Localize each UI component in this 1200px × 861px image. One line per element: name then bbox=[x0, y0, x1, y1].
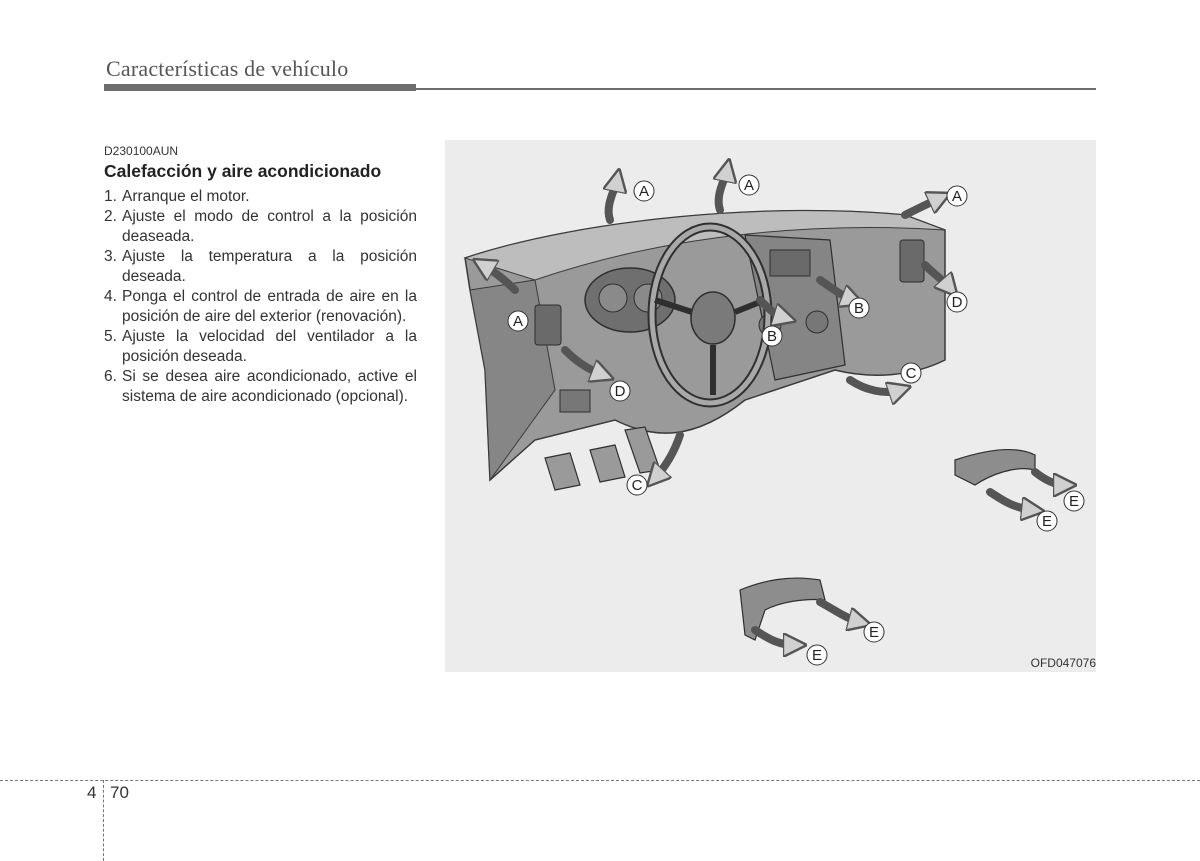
step-item bbox=[104, 247, 417, 287]
chapter-number: 4 bbox=[87, 783, 97, 802]
label-a2: A bbox=[743, 177, 755, 194]
section-code: D230100AUN bbox=[104, 144, 179, 158]
page-number: 70 bbox=[110, 783, 129, 802]
label-a4: A bbox=[512, 313, 524, 330]
footer-dashed-rule bbox=[0, 780, 1200, 781]
label-b2: B bbox=[766, 328, 778, 345]
footer-vertical-rule bbox=[103, 780, 104, 861]
dashboard-vents-illustration bbox=[445, 140, 1096, 672]
figure-code: OFD047076 bbox=[1030, 656, 1096, 670]
label-e2: E bbox=[1041, 513, 1053, 530]
label-e1: E bbox=[1068, 493, 1080, 510]
pedal-accelerator bbox=[625, 427, 660, 473]
step-number: 4. bbox=[104, 288, 117, 305]
step-number: 6. bbox=[104, 368, 117, 385]
label-d1: D bbox=[951, 294, 963, 311]
header-rule-thin bbox=[416, 88, 1096, 90]
step-text: Si se desea aire acondicionado, active el sistema de aire acondicionado (opcional). bbox=[122, 368, 417, 405]
step-number: 5. bbox=[104, 328, 117, 345]
label-a3: A bbox=[951, 188, 963, 205]
label-e3: E bbox=[868, 624, 880, 641]
step-number: 3. bbox=[104, 248, 117, 265]
pedal-brake bbox=[590, 445, 625, 482]
step-item bbox=[104, 207, 417, 247]
step-text: Ajuste la temperatura a la posición deseada. bbox=[122, 248, 417, 285]
header-rule-thick bbox=[104, 84, 416, 91]
step-item bbox=[104, 287, 417, 327]
step-item bbox=[104, 327, 417, 367]
label-d2: D bbox=[614, 383, 626, 400]
step-item bbox=[104, 187, 417, 207]
step-number: 2. bbox=[104, 208, 117, 225]
step-text: Ajuste el modo de control a la posición deaseada. bbox=[122, 208, 417, 245]
step-text: Arranque el motor. bbox=[122, 188, 250, 205]
dashboard-drawing bbox=[445, 140, 1096, 672]
label-c1: C bbox=[905, 365, 917, 382]
label-c2: C bbox=[631, 477, 643, 494]
label-e4: E bbox=[811, 647, 823, 664]
step-item bbox=[104, 367, 417, 407]
pedal-clutch bbox=[545, 453, 580, 490]
step-text: Ajuste la velocidad del ventilador a la posición deseada. bbox=[122, 328, 417, 365]
instruction-steps bbox=[104, 187, 417, 407]
label-b1: B bbox=[853, 300, 865, 317]
section-heading: Calefacción y aire acondicionado bbox=[104, 161, 382, 181]
label-a1: A bbox=[638, 183, 650, 200]
step-text: Ponga el control de entrada de aire en la posición de aire del exterior (renovación). bbox=[122, 288, 417, 325]
page-header-title: Características de vehículo bbox=[106, 56, 349, 81]
floor-duct-right bbox=[955, 450, 1035, 485]
step-number: 1. bbox=[104, 188, 117, 205]
